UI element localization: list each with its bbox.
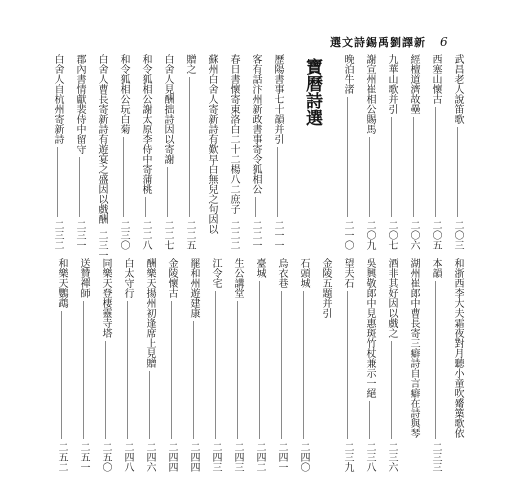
toc-entry	[116, 258, 138, 472]
entry-page-number: 二二一	[250, 220, 261, 250]
entry-title: 同樂天登棲靈寺塔	[100, 258, 111, 338]
entry-title: 和樂天鸚鵡	[56, 258, 67, 308]
toc-entry	[292, 258, 314, 472]
entry-page-number: 二四三	[232, 442, 243, 472]
toc-entry	[226, 258, 248, 472]
entry-page-number: 二四六	[144, 442, 155, 472]
leader-line	[79, 157, 80, 217]
toc-entry	[46, 54, 68, 250]
entry-page-number: 二〇七	[386, 220, 397, 250]
entry-title: 白太守行	[122, 258, 133, 298]
entry-page-number: 二一〇	[342, 220, 353, 250]
leader-line	[277, 147, 278, 217]
entry-title: 生公講堂	[232, 258, 243, 298]
toc-entry	[182, 258, 204, 472]
book-title: 選文詩錫禹劉譯新	[330, 36, 426, 49]
entry-page-number: 二三〇	[118, 220, 129, 250]
entry-title: 白舍人曹長寄新詩有遊宴之盛因以戲酬	[96, 54, 107, 224]
entry-title: 經檀道濟故壘	[408, 54, 419, 114]
leader-line	[145, 197, 146, 217]
entry-title: 武昌老人說笛歌	[452, 54, 463, 124]
leader-line	[259, 281, 260, 439]
entry-title: 和令狐相公謝太原李侍中寄蒲桃	[140, 54, 151, 194]
entry-page-number: 二三九	[342, 442, 353, 472]
toc-entry	[402, 54, 424, 250]
leader-line	[167, 167, 168, 217]
toc-entry	[222, 54, 244, 250]
entry-page-number: 二一一	[272, 220, 283, 250]
leader-line	[347, 291, 348, 439]
entry-page-number: 二三一	[96, 230, 107, 260]
entry-title: 酒非其好因以戲之	[386, 258, 397, 338]
entry-title: 歷陽書事七十韻并引	[272, 54, 283, 144]
toc-entry	[424, 258, 446, 472]
leader-line	[83, 301, 84, 439]
entry-page-number: 二二八	[140, 220, 151, 250]
leader-line	[281, 291, 282, 439]
toc-entry	[270, 258, 292, 472]
entry-title: 江令宅	[210, 258, 221, 288]
entry-title: 九華山歌并引	[386, 54, 397, 114]
toc-entry	[160, 258, 182, 472]
leader-line	[303, 291, 304, 439]
toc-entry	[112, 54, 134, 250]
entry-title: 烏衣巷	[276, 258, 287, 288]
entry-page-number: 二四二	[254, 442, 265, 472]
entry-title: 酬樂天揚州初逢席上見贈	[144, 258, 155, 368]
toc-entry	[134, 54, 156, 250]
entry-page-number: 二五二	[56, 442, 67, 472]
entry-page-number: 二四四	[166, 442, 177, 472]
toc-entry	[94, 258, 116, 472]
leader-line	[193, 321, 194, 439]
entry-title: 晚泊牛渚	[342, 54, 353, 94]
leader-line	[391, 341, 392, 439]
entry-page-number: 二三二	[52, 220, 63, 250]
entry-page-number: 二五〇	[100, 442, 111, 472]
entry-page-number: 二四四	[188, 442, 199, 472]
entry-title: 金陵懷古	[166, 258, 177, 298]
leader-line	[255, 197, 256, 217]
leader-line	[171, 301, 172, 439]
toc-entry	[248, 258, 270, 472]
leader-line	[105, 341, 106, 439]
toc-entry	[50, 258, 72, 472]
entry-page-number: 二〇九	[364, 220, 375, 250]
entry-title: 和浙西李大夫霜夜對月聽小童吹觱篥歌依	[452, 258, 463, 438]
toc-entry	[336, 258, 358, 472]
entry-title: 謝宣州崔相公賜馬	[364, 54, 375, 134]
toc-entry	[138, 258, 160, 472]
entry-page-number: 二〇五	[430, 220, 441, 250]
toc-entry	[68, 54, 90, 250]
entry-title: 湖州崔郎中曹長寄三癖詩自言癖在詩與琴	[408, 258, 419, 438]
toc-entry	[380, 54, 402, 250]
toc-entry	[446, 258, 468, 472]
entry-title: 郡內書情獻裴侍中留守	[74, 54, 85, 154]
toc-entry	[380, 258, 402, 472]
leader-line	[369, 401, 370, 439]
entry-title: 望夫石	[342, 258, 353, 288]
entry-page-number: 二三三	[430, 442, 441, 472]
leader-line	[61, 311, 62, 439]
entry-page-number: 二四一	[276, 442, 287, 472]
toc-entry	[156, 54, 178, 250]
toc-entry	[336, 54, 358, 250]
entry-page-number: 二四八	[122, 442, 133, 472]
page-number: 6	[440, 35, 449, 49]
section-title: 寶曆詩選	[302, 58, 322, 126]
entry-page-number: 二二七	[162, 220, 173, 250]
toc-entry	[402, 258, 424, 472]
leader-line	[369, 137, 370, 217]
entry-title: 蘇州白舍人寄新詩有歎早白無兒之句因以	[206, 54, 217, 234]
entry-title: 本韻	[430, 258, 441, 278]
toc-entry	[178, 54, 200, 250]
toc-entry	[314, 258, 336, 472]
leader-line	[149, 371, 150, 439]
entry-page-number: 二四三	[210, 442, 221, 472]
entry-page-number: 二二五	[184, 220, 195, 250]
toc-entry	[244, 54, 266, 250]
entry-title: 春日書懷寄東洛白二十二楊八二庶子	[228, 54, 239, 214]
entry-page-number: 二三一	[74, 220, 85, 250]
toc-entry	[204, 258, 226, 472]
toc-upper-block	[46, 54, 468, 260]
entry-page-number: 二〇六	[408, 220, 419, 250]
entry-title: 西塞山懷古	[430, 54, 441, 104]
leader-line	[189, 77, 190, 217]
toc-entry	[72, 258, 94, 472]
toc-entry	[358, 258, 380, 472]
entry-page-number: 二三八	[364, 442, 375, 472]
leader-line	[237, 301, 238, 439]
entry-page-number: 二五一	[78, 442, 89, 472]
entry-title: 贈之	[184, 54, 195, 74]
leader-line	[347, 97, 348, 217]
entry-title: 臺城	[254, 258, 265, 278]
leader-line	[457, 127, 458, 217]
entry-title: 送贊禪師	[78, 258, 89, 298]
entry-title: 石頭城	[298, 258, 309, 288]
leader-line	[127, 301, 128, 439]
leader-line	[435, 107, 436, 217]
leader-line	[57, 147, 58, 217]
toc-lower-block	[50, 258, 468, 472]
entry-title: 和令狐相公玩白菊	[118, 54, 129, 134]
leader-line	[391, 117, 392, 217]
leader-line	[215, 291, 216, 439]
entry-page-number: 二三六	[386, 442, 397, 472]
toc-entry	[200, 54, 222, 250]
leader-line	[435, 281, 436, 439]
running-header	[330, 34, 449, 50]
toc-entry	[266, 54, 288, 250]
entry-page-number: 二四〇	[298, 442, 309, 472]
leader-line	[123, 137, 124, 217]
entry-title: 白舍人自杭州寄新詩	[52, 54, 63, 144]
entry-page-number: 二〇三	[452, 220, 463, 250]
entry-title: 吳興敬郎中見惠斑竹杖兼示一絕	[364, 258, 375, 398]
toc-entry	[424, 54, 446, 250]
section-heading	[288, 54, 336, 250]
toc-entry	[90, 54, 112, 260]
toc-entry	[358, 54, 380, 250]
entry-title: 金陵五題并引	[320, 258, 331, 318]
entry-page-number: 二二二	[228, 220, 239, 250]
entry-title: 白舍人見酬拙詩因以寄謝	[162, 54, 173, 164]
entry-title: 客有話汴州新政書事寄令狐相公	[250, 54, 261, 194]
toc-entry	[446, 54, 468, 250]
entry-title: 罷和州遊建康	[188, 258, 199, 318]
leader-line	[413, 117, 414, 217]
